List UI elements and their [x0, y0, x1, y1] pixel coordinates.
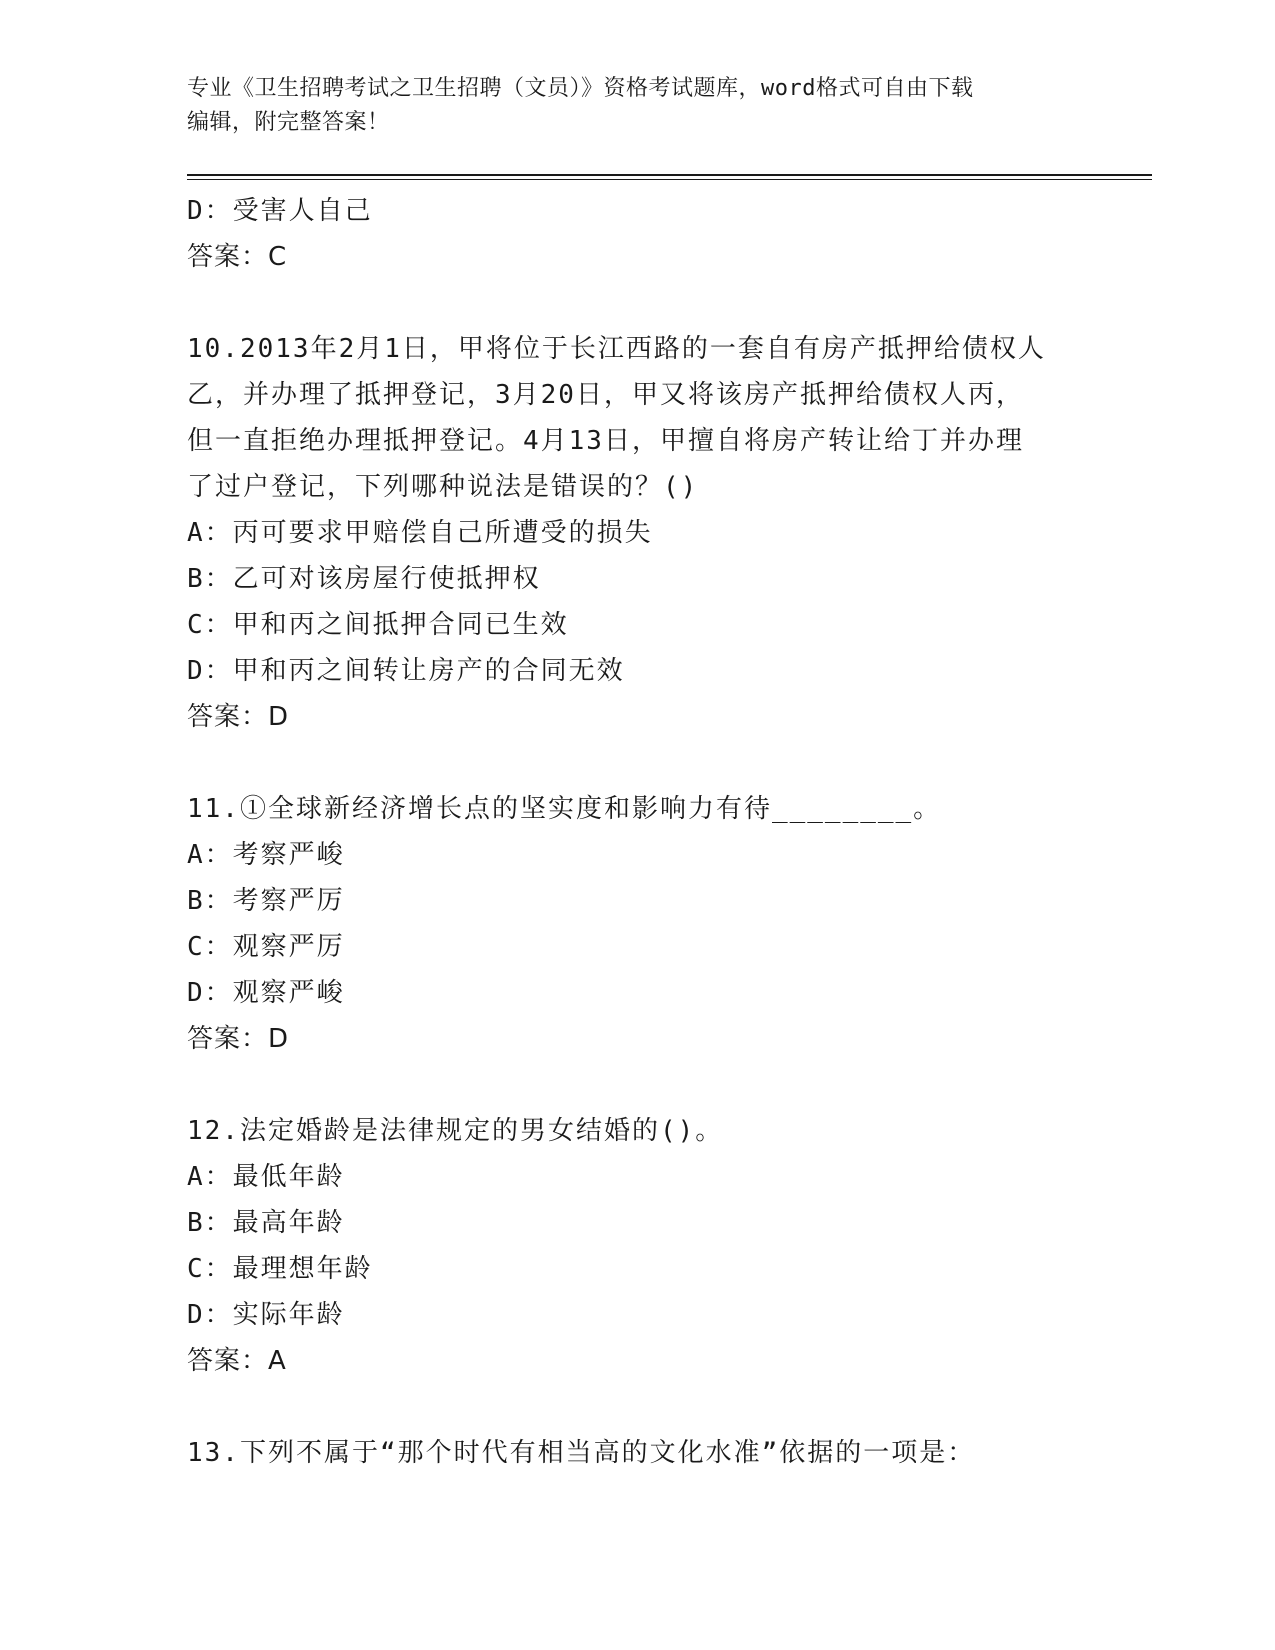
option-a: A：最低年龄: [187, 1162, 345, 1192]
question-stem-line: 但一直拒绝办理抵押登记。4月13日，甲擅自将房产转让给丁并办理: [187, 426, 1024, 456]
option-c: C：最理想年龄: [187, 1254, 373, 1284]
option-d: D：甲和丙之间转让房产的合同无效: [187, 656, 625, 686]
question-stem-line: 11.①全球新经济增长点的坚实度和影响力有待________。: [187, 794, 942, 824]
question-stem-line: 13.下列不属于“那个时代有相当高的文化水准”依据的一项是：: [187, 1438, 976, 1468]
question-12: [187, 1108, 1152, 1384]
option-b: B：最高年龄: [187, 1208, 345, 1238]
question-13: [187, 1430, 1152, 1476]
question-11: [187, 786, 1152, 1062]
question-stem-line: 10.2013年2月1日，甲将位于长江西路的一套自有房产抵押给债权人: [187, 334, 1046, 364]
question-10: [187, 326, 1152, 740]
question-content: [187, 188, 1152, 1476]
header-line-2: 编辑，附完整答案！: [187, 110, 390, 135]
document-header: [187, 72, 1152, 140]
question-stem-line: 乙，并办理了抵押登记，3月20日，甲又将该房产抵押给债权人丙，: [187, 380, 1024, 410]
option-d: D：观察严峻: [187, 978, 345, 1008]
option-d: D：受害人自己: [187, 196, 373, 226]
question-stem-line: 了过户登记，下列哪种说法是错误的？(): [187, 472, 699, 502]
option-a: A：丙可要求甲赔偿自己所遭受的损失: [187, 518, 653, 548]
option-b: B：考察严厉: [187, 886, 345, 916]
answer-line: 答案：D: [187, 1024, 290, 1054]
option-a: A：考察严峻: [187, 840, 345, 870]
option-c: C：观察严厉: [187, 932, 345, 962]
document-page: [187, 72, 1152, 1476]
option-c: C：甲和丙之间抵押合同已生效: [187, 610, 569, 640]
answer-line: 答案：D: [187, 702, 290, 732]
header-divider: [187, 174, 1152, 180]
option-b: B：乙可对该房屋行使抵押权: [187, 564, 541, 594]
answer-line: 答案：A: [187, 1346, 287, 1376]
answer-line: 答案：C: [187, 242, 288, 272]
continued-question: [187, 188, 1152, 280]
header-line-1: 专业《卫生招聘考试之卫生招聘（文员）》资格考试题库，word格式可自由下载: [187, 76, 974, 101]
option-d: D：实际年龄: [187, 1300, 345, 1330]
question-stem-line: 12.法定婚龄是法律规定的男女结婚的()。: [187, 1116, 724, 1146]
